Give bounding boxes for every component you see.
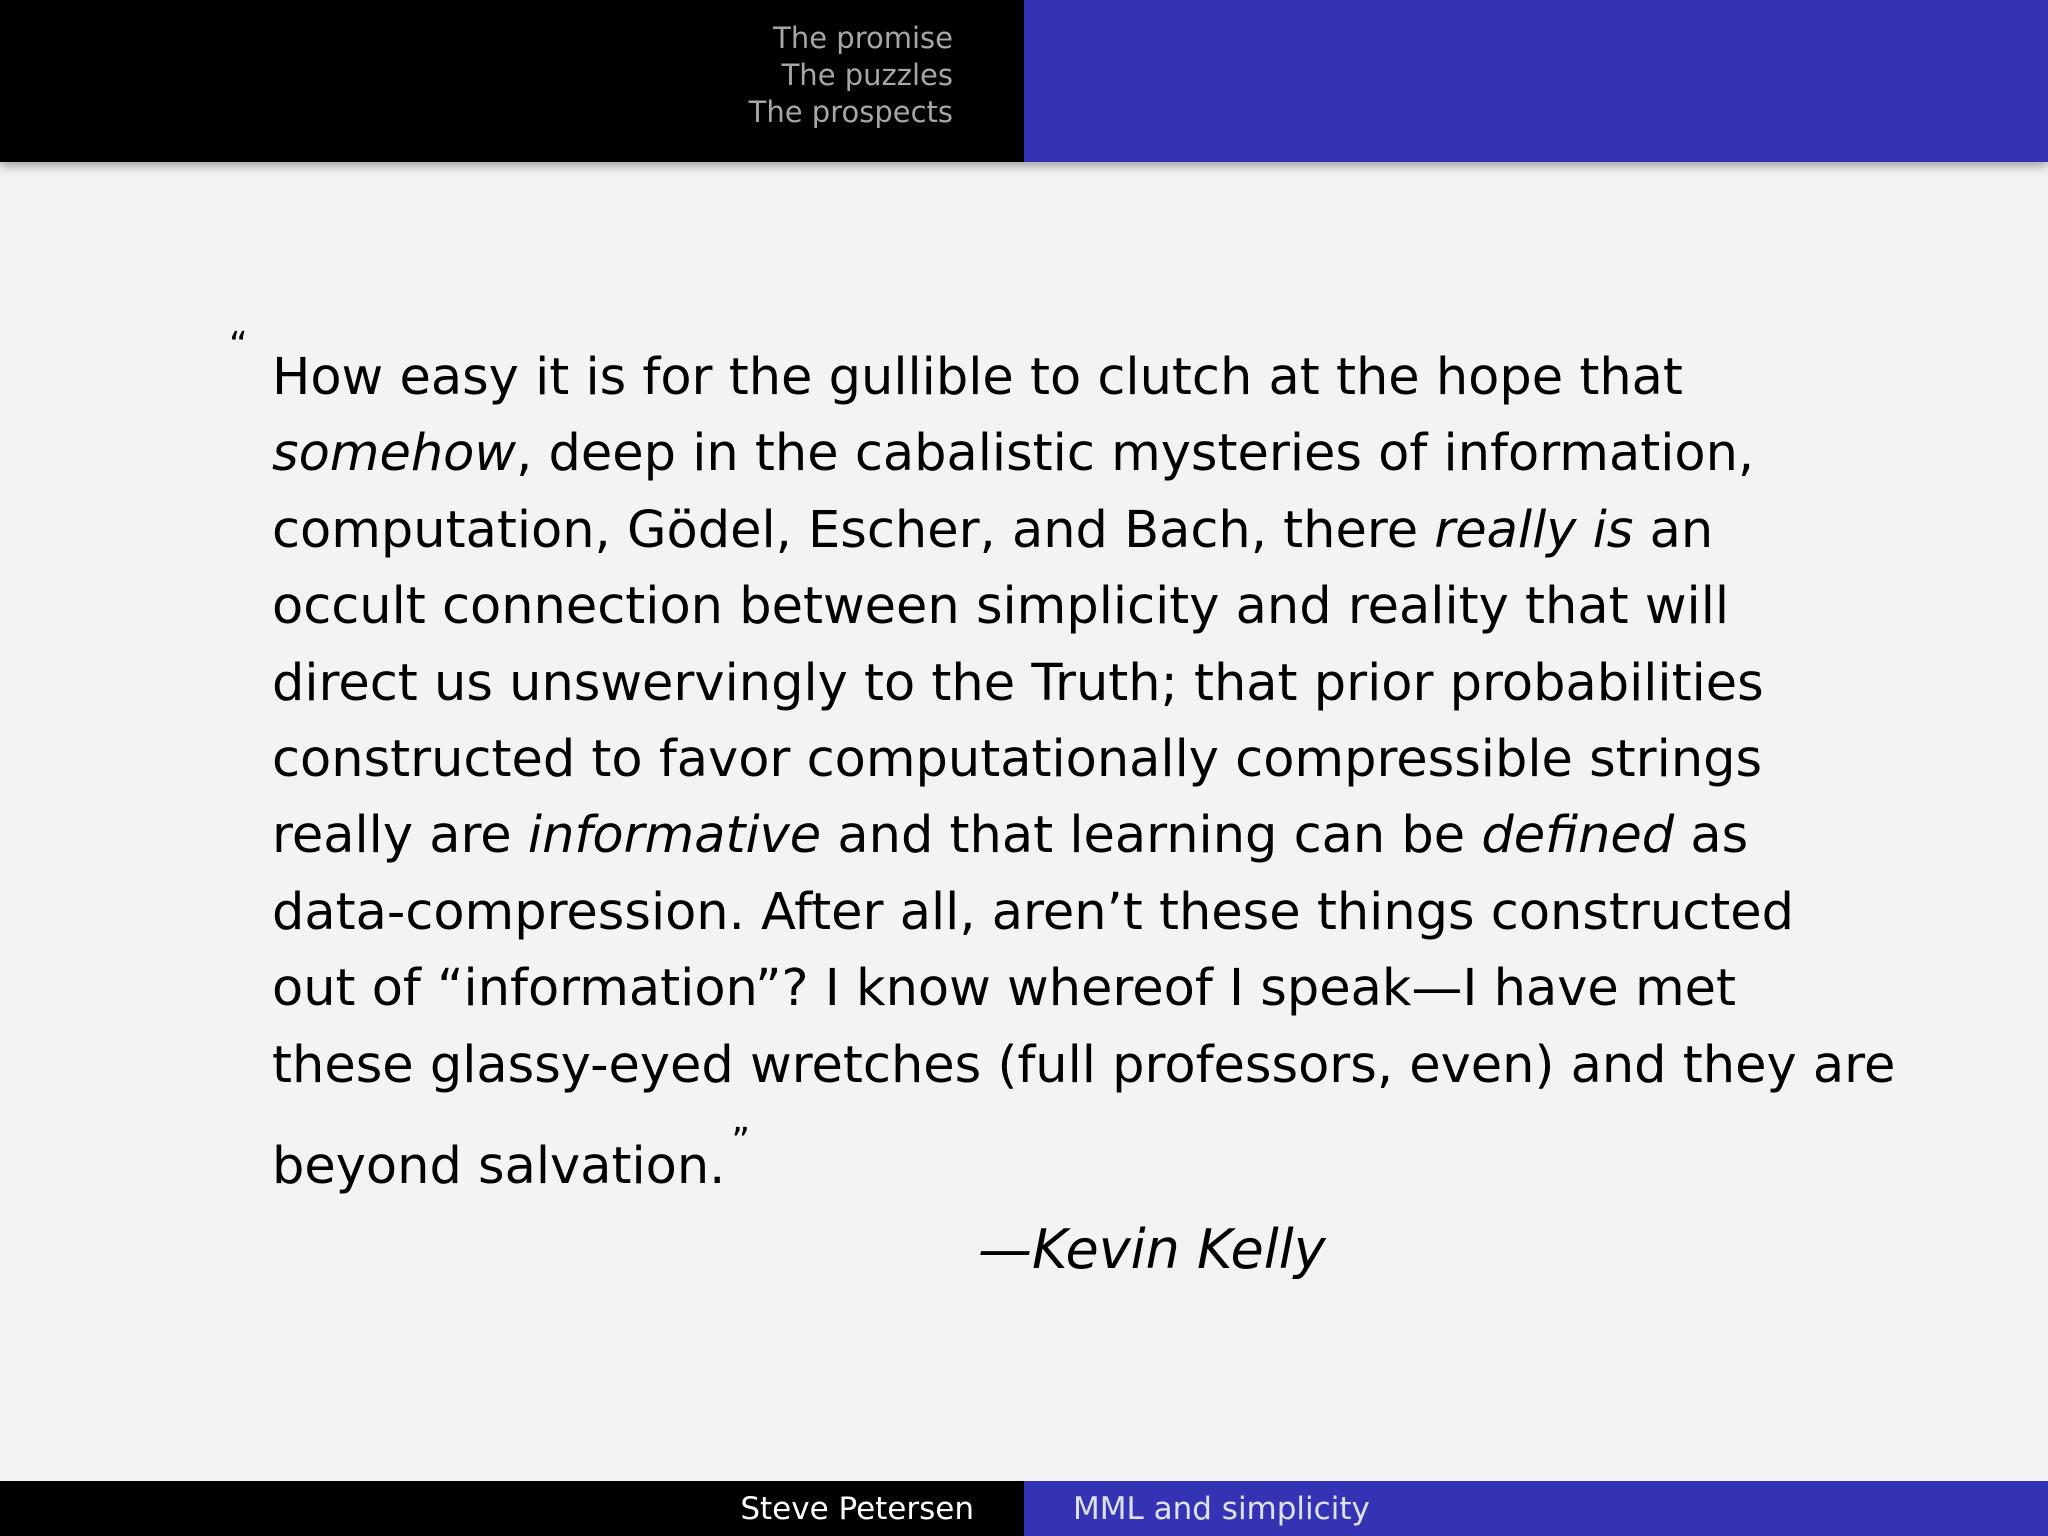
quote-line: constructed to favor computationally compressible strings: [272, 729, 1763, 789]
emphasis: informative: [527, 806, 822, 866]
nav-section-prospects[interactable]: The prospects: [748, 95, 953, 129]
emphasis: somehow: [272, 424, 517, 484]
quote-line: beyond salvation. ”: [272, 1120, 751, 1196]
emphasis: defined: [1481, 806, 1675, 866]
footer-title[interactable]: MML and simplicity: [1073, 1490, 1370, 1527]
quote-line: these glassy-eyed wretches (full professors, even) and they are: [272, 1035, 1896, 1095]
nav-section-promise[interactable]: The promise: [773, 21, 953, 55]
quote-line: somehow, deep in the cabalistic mysteries of information,: [272, 424, 1755, 484]
quote-line: out of “information”? I know whereof I speak—I have met: [272, 959, 1737, 1019]
footer-author[interactable]: Steve Petersen: [740, 1490, 974, 1527]
header-accent-panel: [1024, 0, 2048, 162]
open-quote-mark: “: [229, 325, 248, 366]
quote-line: computation, Gödel, Escher, and Bach, there really is an: [272, 500, 1714, 560]
footer-bar: [0, 1481, 2048, 1536]
quote-attribution: —Kevin Kelly: [978, 1218, 1326, 1281]
close-quote-mark: ”: [731, 1120, 751, 1162]
quote-block: [229, 325, 1896, 1196]
nav-section-puzzles[interactable]: The puzzles: [781, 58, 953, 92]
section-nav: [0, 0, 1024, 162]
emphasis: really is: [1434, 500, 1634, 560]
quote-line: How easy it is for the gullible to clutch at the hope that: [272, 348, 1683, 407]
quote-line: direct us unswervingly to the Truth; that prior probabilities: [272, 653, 1764, 713]
header-bar: [0, 0, 2048, 162]
quote-line: occult connection between simplicity and reality that will: [272, 577, 1730, 637]
quote-line: really are informative and that learning can be defined as: [272, 806, 1749, 866]
quote-line: data-compression. After all, aren’t these things constructed: [272, 882, 1795, 942]
